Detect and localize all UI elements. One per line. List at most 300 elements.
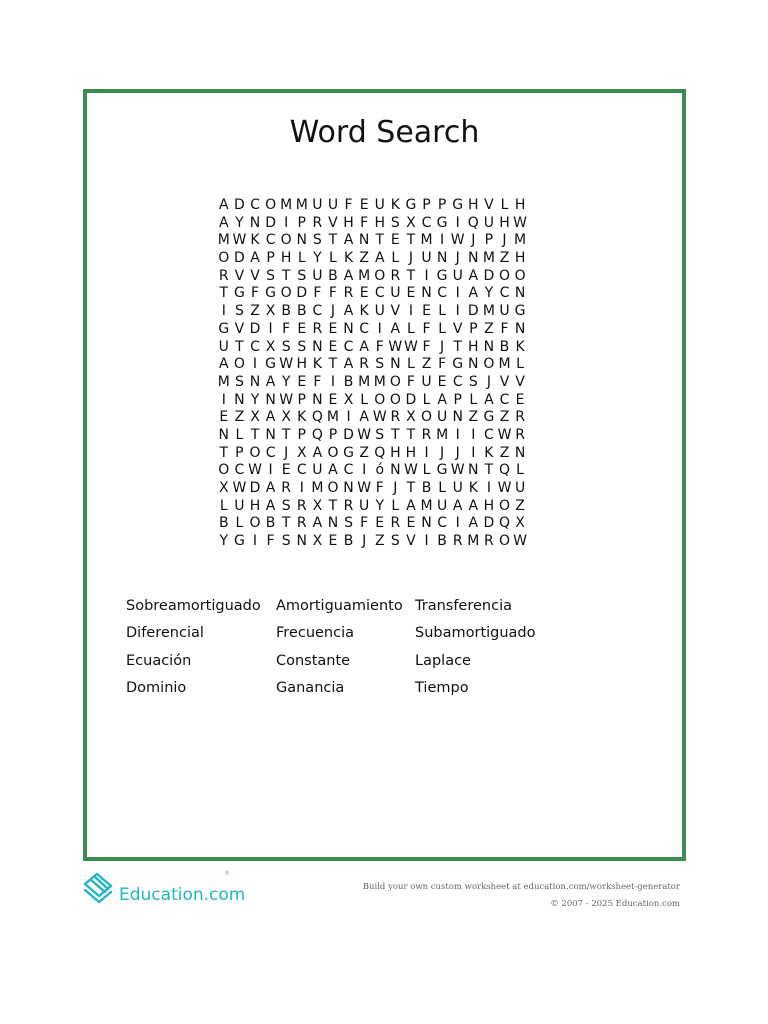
grid-letter: H <box>280 250 292 267</box>
build-worksheet-link[interactable]: Build your own custom worksheet at education.com/worksheet-generator <box>362 882 680 892</box>
grid-letter: Q <box>311 426 323 443</box>
grid-letter: F <box>313 373 322 390</box>
grid-letter: U <box>483 214 495 231</box>
grid-letter: O <box>327 480 339 496</box>
grid-letter: P <box>453 391 462 408</box>
grid-letter: D <box>467 303 479 320</box>
grid-letter: O <box>249 444 261 461</box>
grid-letter: A <box>374 250 385 267</box>
grid-letter: D <box>265 214 276 231</box>
grid-letter: Y <box>235 214 244 231</box>
grid-row <box>216 303 559 321</box>
grid-letter: S <box>297 338 307 355</box>
grid-letter: E <box>219 409 229 426</box>
grid-letter: P <box>297 391 306 408</box>
grid-letter: A <box>452 497 463 514</box>
grid-row <box>216 215 559 233</box>
grid-letter: L <box>219 497 228 514</box>
grid-letter: L <box>297 250 306 267</box>
grid-letter: A <box>265 373 276 390</box>
grid-letter: C <box>343 462 354 479</box>
grid-letter: L <box>438 480 447 496</box>
grid-letter: L <box>516 356 524 373</box>
grid-letter: V <box>484 197 494 213</box>
grid-letter: C <box>265 232 276 249</box>
grid-letter: C <box>421 214 432 231</box>
grid-letter: L <box>235 515 244 532</box>
grid-letter: P <box>297 214 306 231</box>
grid-letter: B <box>343 533 354 550</box>
grid-letter: G <box>233 533 245 550</box>
grid-letter: X <box>281 409 291 426</box>
grid-letter: U <box>499 303 510 320</box>
grid-letter: K <box>359 303 369 320</box>
grid-letter: E <box>297 320 307 337</box>
grid-letter: A <box>359 338 369 355</box>
grid-letter: N <box>312 338 323 355</box>
grid-letter: V <box>250 267 260 284</box>
grid-letter: K <box>312 356 322 373</box>
grid-letter: O <box>498 267 510 284</box>
grid-letter: U <box>312 462 323 479</box>
grid-letter: I <box>440 232 445 249</box>
grid-letter: X <box>343 391 354 408</box>
grid-letter: U <box>327 197 339 213</box>
grid-letter: G <box>265 285 276 302</box>
grid-letter: J <box>455 250 460 267</box>
grid-letter: I <box>455 515 460 532</box>
word-list-item: Amortiguamiento <box>276 598 403 614</box>
grid-letter: B <box>437 533 447 550</box>
grid-letter: Z <box>499 409 510 426</box>
grid-letter: N <box>483 338 495 355</box>
grid-letter: N <box>249 373 261 390</box>
grid-letter: L <box>500 197 509 213</box>
grid-letter: W <box>497 480 512 496</box>
grid-letter: L <box>391 497 400 514</box>
grid-letter: Q <box>498 462 510 479</box>
grid-letter: A <box>343 232 354 249</box>
grid-letter: X <box>312 497 323 514</box>
grid-letter: T <box>250 426 260 443</box>
word-list-item: Diferencial <box>126 625 204 642</box>
grid-letter: U <box>218 338 229 355</box>
grid-letter: Q <box>498 515 510 532</box>
grid-letter: O <box>389 391 401 408</box>
grid-letter: A <box>219 356 229 373</box>
grid-letter: A <box>219 214 229 231</box>
grid-letter: I <box>424 444 429 461</box>
grid-letter: H <box>499 214 510 231</box>
grid-letter: A <box>468 285 479 302</box>
word-list-item: Ecuación <box>126 652 192 669</box>
grid-letter: O <box>483 356 495 373</box>
grid-letter: L <box>516 462 524 479</box>
grid-row <box>216 409 559 427</box>
grid-letter: H <box>483 497 495 514</box>
grid-letter: P <box>484 232 494 249</box>
grid-letter: R <box>296 515 307 532</box>
grid-letter: X <box>515 515 525 532</box>
worksheet-frame <box>83 89 686 861</box>
grid-row <box>216 498 559 516</box>
grid-letter: G <box>218 320 230 337</box>
grid-letter: P <box>422 197 431 213</box>
grid-letter: K <box>484 444 494 461</box>
grid-letter: W <box>450 232 465 249</box>
grid-letter: G <box>405 197 417 213</box>
grid-letter: P <box>328 426 338 443</box>
grid-letter: N <box>296 232 307 249</box>
grid-letter: F <box>328 285 337 302</box>
grid-letter: I <box>284 214 289 231</box>
grid-letter: W <box>279 391 294 408</box>
grid-letter: Y <box>250 391 260 408</box>
grid-letter: X <box>406 409 416 426</box>
grid-letter: L <box>235 426 244 443</box>
grid-letter: Z <box>359 250 369 267</box>
grid-letter: A <box>265 497 276 514</box>
grid-row <box>216 374 559 392</box>
grid-letter: O <box>421 409 433 426</box>
word-list-item: Dominio <box>126 679 187 696</box>
grid-letter: W <box>404 338 418 355</box>
grid-letter: N <box>265 426 276 443</box>
grid-letter: C <box>312 303 323 320</box>
word-list-item: Tiempo <box>415 679 469 696</box>
grid-letter: T <box>219 285 229 302</box>
word-list-row <box>126 648 646 675</box>
grid-letter: T <box>328 497 338 514</box>
grid-letter: T <box>375 232 385 249</box>
grid-letter: Z <box>374 533 385 550</box>
grid-letter: F <box>344 197 353 213</box>
grid-letter: B <box>296 303 307 320</box>
grid-letter: B <box>499 338 510 355</box>
grid-letter: L <box>438 303 447 320</box>
grid-letter: K <box>297 409 307 426</box>
grid-letter: X <box>265 338 276 355</box>
grid-letter: Y <box>484 285 494 302</box>
grid-letter: H <box>390 444 401 461</box>
grid-letter: N <box>436 250 448 267</box>
grid-row <box>216 462 559 480</box>
grid-letter: W <box>372 409 387 426</box>
word-list-item: Ganancia <box>276 679 345 696</box>
grid-letter: N <box>296 533 307 550</box>
word-list-item: Frecuencia <box>276 625 355 642</box>
grid-letter: N <box>343 480 354 496</box>
grid-letter: S <box>266 267 276 284</box>
grid-letter: M <box>311 480 324 496</box>
grid-letter: S <box>375 426 385 443</box>
copyright-text: © 2007 - 2025 Education.com <box>550 899 680 909</box>
grid-letter: I <box>471 426 476 443</box>
grid-letter: C <box>250 197 260 213</box>
grid-letter: D <box>483 267 495 284</box>
education-logo[interactable] <box>81 868 245 908</box>
word-list-row <box>126 620 646 647</box>
grid-letter: I <box>346 409 351 426</box>
grid-letter: B <box>281 303 291 320</box>
grid-letter: L <box>360 391 369 408</box>
grid-letter: I <box>455 214 460 231</box>
grid-letter: O <box>498 533 510 550</box>
grid-letter: O <box>218 250 230 267</box>
grid-letter: V <box>406 533 416 550</box>
grid-letter: N <box>468 250 479 267</box>
grid-letter: N <box>249 214 261 231</box>
grid-letter: N <box>327 515 339 532</box>
grid-letter: V <box>328 214 338 231</box>
grid-letter: F <box>360 214 369 231</box>
grid-letter: U <box>421 250 432 267</box>
grid-letter: C <box>250 338 260 355</box>
grid-letter: T <box>281 267 291 284</box>
grid-letter: S <box>281 497 291 514</box>
grid-letter: I <box>486 480 491 496</box>
grid-letter: L <box>422 462 431 479</box>
worksheet-title: Word Search <box>289 115 480 150</box>
grid-letter: A <box>343 356 354 373</box>
grid-letter: S <box>297 267 307 284</box>
grid-letter: V <box>234 320 245 337</box>
grid-letter: W <box>232 480 247 496</box>
grid-letter: I <box>221 391 226 408</box>
grid-letter: I <box>424 267 429 284</box>
grid-letter: W <box>497 426 512 443</box>
grid-letter: V <box>515 373 525 390</box>
grid-letter: G <box>483 409 495 426</box>
grid-letter: X <box>406 214 416 231</box>
grid-row <box>216 356 559 374</box>
grid-letter: C <box>499 285 510 302</box>
grid-letter: S <box>468 373 478 390</box>
grid-letter: A <box>312 515 323 532</box>
grid-letter: U <box>312 267 323 284</box>
grid-letter: G <box>436 267 448 284</box>
word-list-item: Constante <box>276 652 351 669</box>
grid-letter: A <box>312 444 323 461</box>
grid-letter: H <box>468 338 479 355</box>
grid-letter: Y <box>375 497 385 514</box>
grid-letter: B <box>265 515 276 532</box>
grid-letter: M <box>420 497 433 514</box>
grid-letter: U <box>359 497 370 514</box>
grid-letter: F <box>266 533 275 550</box>
grid-letter: A <box>265 480 276 496</box>
grid-letter: J <box>393 480 398 496</box>
grid-letter: A <box>219 197 229 213</box>
grid-letter: U <box>234 497 245 514</box>
grid-letter: O <box>233 356 245 373</box>
grid-letter: D <box>483 515 495 532</box>
grid-letter: C <box>484 426 494 443</box>
grid-letter: B <box>218 515 229 532</box>
grid-letter: T <box>281 515 291 532</box>
grid-letter: A <box>328 462 338 479</box>
grid-letter: E <box>297 373 307 390</box>
grid-letter: I <box>455 426 460 443</box>
grid-letter: F <box>250 285 260 302</box>
grid-letter: S <box>234 303 244 320</box>
grid-letter: J <box>362 533 367 550</box>
grid-letter: R <box>515 426 525 443</box>
grid-letter: A <box>468 267 479 284</box>
grid-letter: B <box>328 267 338 284</box>
word-list-row <box>126 675 646 702</box>
grid-letter: C <box>343 338 354 355</box>
grid-letter: I <box>330 373 336 390</box>
grid-letter: V <box>234 267 245 284</box>
grid-letter: I <box>268 462 273 479</box>
grid-letter: H <box>296 356 308 373</box>
grid-letter: F <box>375 480 384 496</box>
grid-letter: Z <box>468 409 479 426</box>
grid-letter: J <box>330 303 336 320</box>
grid-row <box>216 285 559 303</box>
logo-text: Education.com <box>119 885 246 905</box>
grid-letter: W <box>388 338 403 355</box>
grid-letter: E <box>359 285 369 302</box>
grid-letter: D <box>249 480 261 496</box>
grid-letter: I <box>424 533 429 550</box>
grid-letter: L <box>438 320 447 337</box>
grid-letter: N <box>514 444 526 461</box>
grid-letter: A <box>359 409 369 426</box>
grid-letter: F <box>406 373 415 390</box>
word-list-row <box>126 593 646 620</box>
grid-letter: F <box>360 515 369 532</box>
grid-letter: P <box>437 197 447 213</box>
grid-letter: W <box>513 214 527 231</box>
grid-letter: G <box>436 462 448 479</box>
grid-letter: L <box>407 320 415 337</box>
grid-letter: M <box>482 303 495 320</box>
word-search-grid <box>216 197 559 551</box>
grid-row <box>216 533 559 551</box>
grid-letter: N <box>265 391 276 408</box>
grid-letter: Q <box>374 444 386 461</box>
grid-row <box>216 321 559 339</box>
grid-letter: T <box>235 338 244 355</box>
grid-letter: T <box>406 267 416 284</box>
grid-letter: A <box>468 497 479 514</box>
grid-letter: D <box>296 285 308 302</box>
grid-letter: V <box>390 303 401 320</box>
grid-letter: R <box>312 320 323 337</box>
grid-letter: E <box>328 533 338 550</box>
grid-letter: G <box>436 214 448 231</box>
grid-letter: U <box>452 267 463 284</box>
grid-letter: S <box>390 533 400 550</box>
grid-letter: M <box>280 197 293 213</box>
grid-letter: T <box>484 462 494 479</box>
grid-letter: M <box>420 232 433 249</box>
grid-letter: J <box>486 373 491 390</box>
grid-letter: J <box>440 444 445 461</box>
grid-letter: X <box>312 533 323 550</box>
grid-row <box>216 232 559 250</box>
grid-letter: X <box>219 480 229 496</box>
grid-row <box>216 268 559 286</box>
grid-letter: K <box>250 232 260 249</box>
grid-letter: C <box>265 444 276 461</box>
grid-letter: M <box>358 267 371 284</box>
grid-letter: A <box>390 320 401 337</box>
grid-letter: O <box>327 444 339 461</box>
grid-letter: U <box>390 285 401 302</box>
grid-letter: R <box>515 409 525 426</box>
grid-letter: E <box>422 303 431 320</box>
grid-row <box>216 197 559 215</box>
grid-letter: E <box>281 462 291 479</box>
grid-letter: F <box>500 320 509 337</box>
grid-letter: S <box>281 533 291 550</box>
grid-letter: J <box>408 250 413 267</box>
grid-letter: X <box>250 409 260 426</box>
grid-letter: E <box>406 515 416 532</box>
grid-letter: O <box>498 497 510 514</box>
grid-letter: Q <box>311 409 323 426</box>
grid-letter: U <box>436 497 448 514</box>
grid-letter: L <box>391 250 400 267</box>
grid-letter: R <box>296 497 307 514</box>
grid-letter: L <box>407 356 415 373</box>
grid-letter: H <box>514 250 526 267</box>
grid-letter: I <box>221 303 226 320</box>
grid-letter: R <box>390 267 401 284</box>
grid-letter: P <box>297 426 306 443</box>
grid-letter: T <box>406 480 416 496</box>
grid-letter: C <box>234 462 245 479</box>
grid-row <box>216 339 559 357</box>
grid-letter: A <box>484 391 494 408</box>
grid-letter: N <box>390 356 401 373</box>
grid-letter: C <box>452 373 463 390</box>
grid-letter: R <box>359 356 369 373</box>
grid-letter: F <box>422 338 431 355</box>
grid-letter: M <box>295 197 308 213</box>
grid-letter: A <box>406 497 416 514</box>
grid-letter: I <box>455 285 460 302</box>
grid-letter: U <box>374 303 385 320</box>
grid-letter: U <box>452 480 463 496</box>
grid-letter: M <box>326 409 339 426</box>
grid-letter: K <box>468 480 478 496</box>
grid-letter: G <box>452 197 464 213</box>
grid-letter: H <box>405 444 417 461</box>
grid-letter: I <box>268 320 273 337</box>
grid-letter: Y <box>219 533 229 550</box>
grid-row <box>216 515 559 533</box>
grid-letter: N <box>514 320 526 337</box>
grid-letter: I <box>377 320 382 337</box>
grid-letter: R <box>421 426 432 443</box>
grid-letter: X <box>265 303 276 320</box>
grid-letter: M <box>482 250 495 267</box>
grid-letter: W <box>248 462 262 479</box>
grid-row <box>216 480 559 498</box>
grid-letter: T <box>453 338 462 355</box>
grid-letter: M <box>217 373 230 390</box>
grid-letter: W <box>357 426 372 443</box>
grid-letter: N <box>390 462 401 479</box>
grid-letter: F <box>438 356 447 373</box>
grid-letter: Z <box>499 250 510 267</box>
grid-letter: C <box>499 391 510 408</box>
grid-letter: T <box>281 426 291 443</box>
